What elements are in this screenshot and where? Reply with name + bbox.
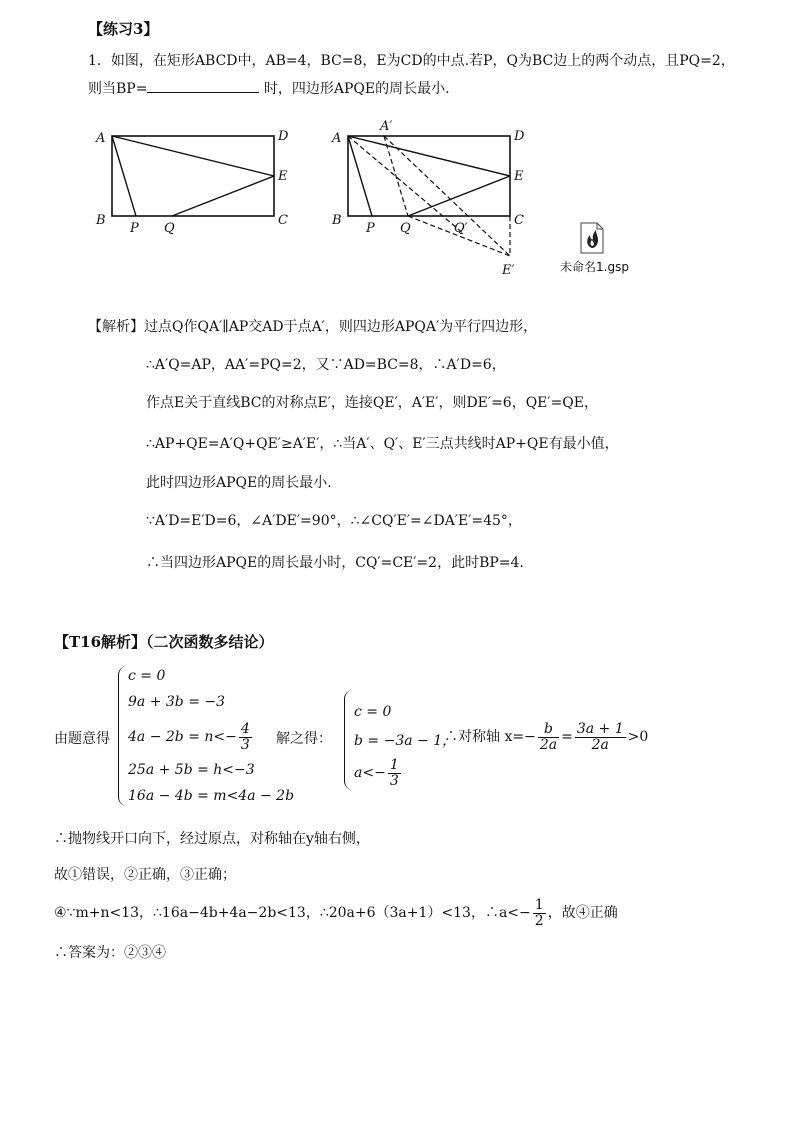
solution-line-7: ∴当四边形APQE的周长最小时，CQ′=CE′=2，此时BP=4. (146, 555, 524, 571)
axis-fraction-1 (538, 722, 559, 752)
fig2-segment-ap (348, 136, 372, 216)
axis-fraction-1-den: 2a (539, 736, 558, 753)
axis-greater-zero: >0 (627, 729, 649, 746)
fraction-1-3-num: 1 (389, 757, 399, 773)
fig2-segment-ae (348, 136, 510, 176)
problem-line-1: 1．如图，在矩形ABCD中，AB=4，BC=8，E为CD的中点.若P，Q为BC边上的两个动点，且PQ=2， (88, 53, 735, 69)
solved-eq-3 (354, 758, 403, 788)
system-eq-5: 16a − 4b = m<4a − 2b (128, 788, 295, 804)
solution-line-1: 【解析】过点Q作QA′∥AP交AD于点A′，则四边形APQA′为平行四边形， (88, 319, 538, 335)
fig1-label-p: P (130, 221, 139, 236)
fig2-label-a: A (332, 131, 342, 146)
figure-1 (90, 120, 300, 240)
figure-2 (326, 114, 536, 282)
solution-line-5: 此时四边形APQE的周长最小. (146, 475, 332, 491)
solve-label: 解之得： (276, 731, 332, 747)
t16-heading: 【T16解析】（二次函数多结论） (54, 633, 274, 651)
fraction-1-2 (533, 898, 546, 928)
gsp-file-label: 未命名1.gsp (560, 260, 629, 274)
t16-line-3-text: ④∵m+n<13，∴16a−4b+4a−2b<13，∴20a+6（3a+1）<13，∴a<− (54, 905, 531, 922)
system-eq-3-text: 4a − 2b = n<− (128, 729, 237, 746)
problem-line-2-start: 则当BP= (88, 81, 148, 97)
system-eq-1: c = 0 (128, 668, 166, 684)
fig1-label-a: A (96, 131, 106, 146)
fraction-1-2-num: 1 (534, 897, 544, 913)
axis-of-symmetry (444, 722, 648, 752)
exercise-heading: 【练习3】 (88, 20, 159, 38)
fraction-1-3 (388, 758, 401, 788)
t16-answer: ∴答案为：②③④ (54, 945, 166, 961)
t16-line-3-end: ，故④正确 (547, 905, 618, 922)
solution-line-6: ∵A′D=E′D=6，∠A′DE′=90°，∴∠CQ′E′=∠DA′E′=45°， (146, 513, 522, 529)
fraction-4-3-den: 3 (240, 736, 250, 753)
solved-eq-1: c = 0 (354, 704, 392, 720)
fig1-segment-ap (112, 136, 136, 216)
fig1-segment-qe (172, 176, 274, 216)
fig2-label-e: E (514, 169, 524, 184)
solution-line-4: ∴AP+QE=A′Q+QE′≥A′E′，∴当A′、Q′、E′三点共线时AP+QE有最小值， (146, 436, 619, 452)
fig2-segment-qe (408, 176, 510, 216)
fraction-1-3-den: 3 (389, 772, 399, 789)
gsp-file-icon (579, 222, 605, 254)
problem-line-2 (88, 78, 450, 98)
fig2-label-b: B (332, 213, 342, 228)
fig2-label-a-prime: A′ (380, 119, 393, 134)
solved-eq-2: b = −3a − 1， (354, 733, 457, 749)
fig2-label-c: C (514, 213, 524, 228)
fig2-label-q: Q (400, 221, 411, 236)
axis-fraction-2-num: 3a + 1 (576, 721, 624, 737)
system-brace (118, 666, 127, 806)
fig2-dashed-ae-prime (384, 136, 510, 256)
system-eq-2: 9a + 3b = −3 (128, 694, 226, 710)
fig2-label-e-prime: E′ (502, 263, 515, 278)
axis-fraction-1-num: b (538, 722, 559, 738)
fraction-4-3 (239, 722, 252, 752)
fig1-segment-ae (112, 136, 274, 176)
system-eq-3 (128, 722, 254, 752)
fig1-rectangle (112, 136, 274, 216)
answer-blank (147, 78, 259, 93)
fig1-label-c: C (278, 213, 288, 228)
problem-line-2-end: 时，四边形APQE的周长最小. (263, 81, 450, 97)
fraction-4-3-num: 4 (240, 721, 250, 737)
solved-eq-3-text: a<− (354, 765, 386, 782)
fig2-label-d: D (514, 129, 525, 144)
fig1-label-d: D (278, 129, 289, 144)
system-eq-4: 25a + 5b = h<−3 (128, 762, 255, 778)
t16-line-1: ∴抛物线开口向下，经过原点，对称轴在y轴右侧， (54, 831, 370, 847)
gsp-file-attachment[interactable] (560, 222, 629, 275)
axis-fraction-2-den: 2a (591, 736, 609, 753)
fig1-label-e: E (278, 169, 288, 184)
t16-intro: 由题意得 (54, 731, 110, 747)
solution-line-2: ∴A′Q=AP，AA′=PQ=2，又∵AD=BC=8，∴A′D=6， (146, 357, 506, 373)
fig1-label-q: Q (164, 221, 175, 236)
t16-line-3 (54, 898, 618, 928)
axis-equals: = (561, 729, 573, 746)
solution-line-3: 作点E关于直线BC的对称点E′，连接QE′，A′E′，则DE′=6，QE′=QE， (146, 395, 599, 411)
t16-line-2: 故①错误，②正确，③正确； (54, 867, 236, 883)
solved-brace (344, 690, 353, 790)
axis-fraction-2 (575, 722, 626, 752)
fig1-label-b: B (96, 213, 106, 228)
axis-text: ∴对称轴 x=− (444, 729, 536, 746)
fig2-label-q-prime: Q′ (454, 221, 468, 236)
fig2-label-p: P (366, 221, 375, 236)
fraction-1-2-den: 2 (534, 912, 544, 929)
